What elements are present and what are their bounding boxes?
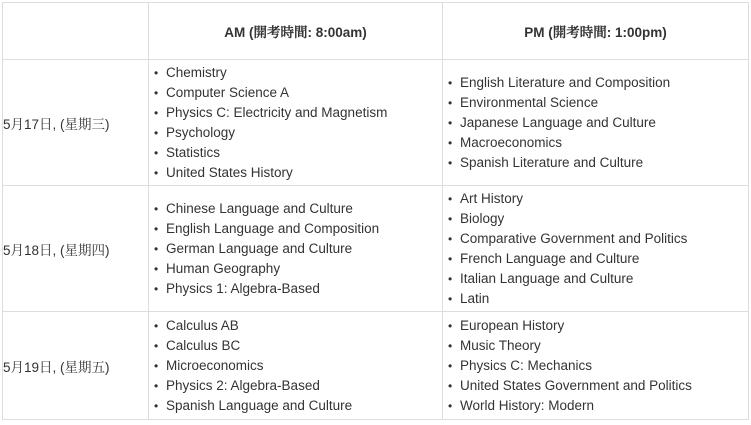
- subject-item: • English Language and Composition: [153, 219, 442, 239]
- pm-subjects-cell: [443, 60, 749, 186]
- header-pm-session: PM (開考時間: 1:00pm): [443, 3, 749, 60]
- subject-item: • German Language and Culture: [153, 239, 442, 259]
- subject-item: • European History: [447, 316, 748, 336]
- subject-item: • Physics C: Mechanics: [447, 356, 748, 376]
- subject-item: • Italian Language and Culture: [447, 269, 748, 289]
- subject-item: • Comparative Government and Politics: [447, 229, 748, 249]
- subject-item: • Chemistry: [153, 63, 442, 83]
- subject-item: • Physics 1: Algebra-Based: [153, 279, 442, 299]
- header-row: [3, 3, 749, 60]
- pm-subjects-cell: [443, 186, 749, 312]
- schedule-row-may-18: [3, 186, 749, 312]
- subject-item: • Spanish Literature and Culture: [447, 153, 748, 173]
- am-subject-list: [149, 316, 442, 416]
- am-subjects-cell: [149, 312, 443, 420]
- subject-item: • World History: Modern: [447, 396, 748, 416]
- exam-schedule-table: [2, 2, 749, 420]
- subject-item: • Biology: [447, 209, 748, 229]
- subject-item: • Statistics: [153, 143, 442, 163]
- subject-item: • United States History: [153, 163, 442, 183]
- subject-item: • English Literature and Composition: [447, 73, 748, 93]
- am-subject-list: [149, 63, 442, 183]
- subject-item: • Japanese Language and Culture: [447, 113, 748, 133]
- header-blank-cell: [3, 3, 149, 60]
- am-subject-list: [149, 199, 442, 299]
- pm-subjects-cell: [443, 312, 749, 420]
- schedule-row-may-17: [3, 60, 749, 186]
- subject-item: • Music Theory: [447, 336, 748, 356]
- subject-item: • Latin: [447, 289, 748, 309]
- date-cell: 5月18日, (星期四): [3, 186, 149, 312]
- subject-item: • Microeconomics: [153, 356, 442, 376]
- subject-item: • United States Government and Politics: [447, 376, 748, 396]
- schedule-row-may-19: [3, 312, 749, 420]
- subject-item: • Chinese Language and Culture: [153, 199, 442, 219]
- header-am-session: AM (開考時間: 8:00am): [149, 3, 443, 60]
- subject-item: • Physics 2: Algebra-Based: [153, 376, 442, 396]
- am-subjects-cell: [149, 60, 443, 186]
- date-cell: 5月17日, (星期三): [3, 60, 149, 186]
- subject-item: • Human Geography: [153, 259, 442, 279]
- date-cell: 5月19日, (星期五): [3, 312, 149, 420]
- subject-item: • French Language and Culture: [447, 249, 748, 269]
- subject-item: • Macroeconomics: [447, 133, 748, 153]
- subject-item: • Spanish Language and Culture: [153, 396, 442, 416]
- pm-subject-list: [443, 316, 748, 416]
- pm-subject-list: [443, 73, 748, 173]
- subject-item: • Calculus BC: [153, 336, 442, 356]
- subject-item: • Calculus AB: [153, 316, 442, 336]
- subject-item: • Psychology: [153, 123, 442, 143]
- subject-item: • Environmental Science: [447, 93, 748, 113]
- subject-item: • Computer Science A: [153, 83, 442, 103]
- subject-item: • Art History: [447, 189, 748, 209]
- am-subjects-cell: [149, 186, 443, 312]
- subject-item: • Physics C: Electricity and Magnetism: [153, 103, 442, 123]
- pm-subject-list: [443, 189, 748, 309]
